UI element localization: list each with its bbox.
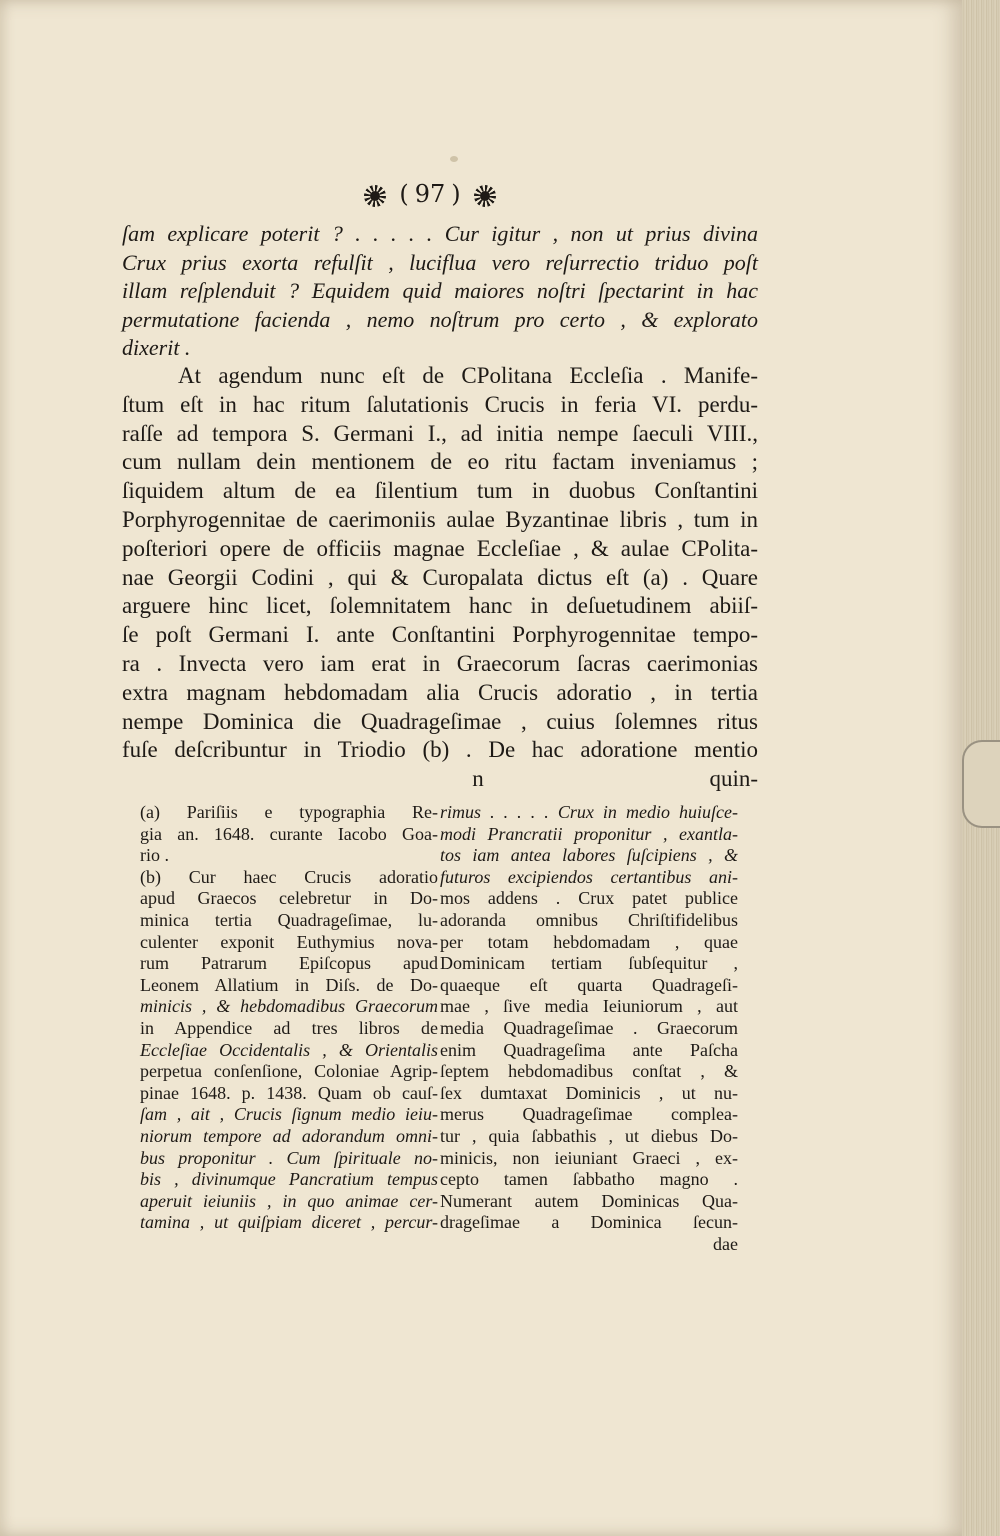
- footnote-line: mae , ſive media Ieiuniorum , aut: [440, 996, 738, 1017]
- footnote-line: in Appendice ad tres libros de: [140, 1017, 438, 1038]
- footnote-line: pinae 1648. p. 1438. Quam ob cauſ-: [140, 1082, 438, 1103]
- footnote-line: modi Prancratii proponitur , exantla-: [440, 823, 738, 844]
- footnote-line: rum Patrarum Epiſcopus apud: [140, 953, 438, 974]
- body-line: nae Georgii Codini , qui & Curopalata dictus eſt (a) . Quare: [122, 564, 758, 590]
- footnote-line: rimus . . . . . Crux in medio huiuſce-: [440, 802, 738, 822]
- bookmark-tab: [962, 740, 1000, 828]
- footnote-line: perpetua conſenſione, Coloniae Agrip-: [140, 1061, 438, 1082]
- body-line: Porphyrogennitae de caerimoniis aulae Byzantinae libris , tum in: [122, 506, 758, 532]
- catchword: quin-: [709, 766, 758, 792]
- footnote-line: ſex dumtaxat Dominicis , ut nu-: [440, 1082, 738, 1103]
- quote-line: permutatione facienda , nemo noſtrum pro certo , & explorato: [122, 306, 758, 332]
- footnote-line: media Quadrageſimae . Graecorum: [440, 1017, 738, 1038]
- footnote-line: futuros excipiendos certantibus ani-: [440, 866, 738, 887]
- footnote-line: minicis, non ieiuniant Graeci , ex-: [440, 1147, 738, 1168]
- footnote-line: niorum tempore ad adorandum omni-: [140, 1125, 438, 1146]
- signature-line: [122, 765, 758, 794]
- footnote-line: ſam , ait , Crucis ſignum medio ieiu-: [140, 1104, 438, 1125]
- footnote-line: tos iam antea labores ſuſcipiens , &: [440, 845, 738, 866]
- page-number: 97: [414, 180, 446, 208]
- body-line: fuſe deſcribuntur in Triodio (b) . De hac adoratione mentio: [122, 737, 758, 763]
- footnote-line: Dominicam tertiam ſubſequitur ,: [440, 953, 738, 974]
- footnote-line: apud Graecos celebretur in Do-: [140, 888, 438, 909]
- footnote-line: minica tertia Quadrageſimae, lu-: [140, 909, 438, 930]
- footnote-line: merus Quadrageſimae complea-: [440, 1104, 738, 1125]
- body-line: nempe Dominica die Quadrageſimae , cuius ſolemnes ritus: [122, 708, 758, 734]
- footnote-line: drageſimae a Dominica ſecun-: [440, 1212, 738, 1233]
- footnote-line: mos addens . Crux patet publice: [440, 888, 738, 909]
- footnotes-left-column: [140, 802, 438, 1234]
- footnote-line: adoranda omnibus Chriſtifidelibus: [440, 909, 738, 930]
- footnote-line: cepto tamen ſabbatho magno .: [440, 1169, 738, 1190]
- footnote-line: Eccleſiae Occidentalis , & Orientalis: [140, 1039, 438, 1060]
- italic-quotation: [122, 220, 758, 363]
- footnote-line: tur , quia ſabbathis , ut diebus Do-: [440, 1125, 738, 1146]
- body-line: ſiquidem altum de ea ſilentium tum in duobus Conſtantini: [122, 478, 758, 504]
- footnote-line: tamina , ut quiſpiam diceret , percur-: [140, 1212, 438, 1233]
- footnote-line: Numerant autem Dominicas Qua-: [440, 1190, 738, 1211]
- footnote-line: quaeque eſt quarta Quadrageſi-: [440, 974, 738, 995]
- footnote-line: bis , divinumque Pancratium tempus: [140, 1169, 438, 1190]
- body-line: ſtum eſt in hac ritum ſalutationis Crucis in feria VI. perdu-: [122, 391, 758, 417]
- footnote-line: aperuit ieiuniis , in quo animae cer-: [140, 1190, 438, 1211]
- footnote-line: enim Quadrageſima ante Paſcha: [440, 1039, 738, 1060]
- footnote-line: culenter exponit Euthymius nova-: [140, 931, 438, 952]
- footnote-line: bus proponitur . Cum ſpirituale no-: [140, 1147, 438, 1168]
- body-line: arguere hinc licet, ſolemnitatem hanc in deſuetudinem abiiſ-: [122, 593, 758, 619]
- body-line: extra magnam hebdomadam alia Crucis adoratio , in tertia: [122, 679, 758, 705]
- quote-line: Crux prius exorta refulſit , luciflua vero reſurrectio triduo poſt: [122, 249, 758, 275]
- quote-line: dixerit .: [122, 335, 191, 360]
- footnote-line: per totam hebdomadam , quae: [440, 931, 738, 952]
- footnote-line: gia an. 1648. curante Iacobo Goa-: [140, 823, 438, 844]
- page-header: ( 97 ): [360, 180, 500, 208]
- body-line: poſteriori opere de officiis magnae Eccleſiae , & aulae CPolita-: [122, 535, 758, 561]
- footnote-line: (a) Pariſiis e typographia Re-: [140, 802, 438, 822]
- footnote-line: minicis , & hebdomadibus Graecorum: [140, 996, 438, 1017]
- body-line: At agendum nunc eſt de CPolitana Eccleſia . Manife-: [178, 363, 758, 388]
- footnote-line: (b) Cur haec Crucis adoratio: [140, 866, 438, 887]
- signature-mark: n: [472, 766, 484, 792]
- left-ornament-icon: [364, 185, 386, 207]
- body-line: raſſe ad tempora S. Germani I., ad initia nempe ſaeculi VIII.,: [122, 420, 758, 446]
- footnote-line: rio .: [140, 845, 169, 866]
- body-line: cum nullam dein mentionem de eo ritu factam inveniamus ;: [122, 449, 758, 475]
- footnotes-right-column: [440, 802, 738, 1255]
- main-text: [122, 362, 758, 794]
- quote-line: ſam explicare poterit ? . . . . . Cur igitur , non ut prius divina: [122, 221, 758, 246]
- right-ornament-icon: [474, 185, 496, 207]
- body-line: ra . Invecta vero iam erat in Graecorum ſacras caerimonias: [122, 650, 758, 676]
- footnote-catchword: dae: [713, 1233, 738, 1254]
- quote-line: illam reſplenduit ? Equidem quid maiores noſtri ſpectarint in hac: [122, 278, 758, 303]
- paper-stain: [450, 156, 458, 162]
- footnote-line: Leonem Allatium in Diſs. de Do-: [140, 974, 438, 995]
- body-line: ſe poſt Germani I. ante Conſtantini Porphyrogennitae tempo-: [122, 622, 758, 648]
- footnote-line: ſeptem hebdomadibus conſtat , &: [440, 1061, 738, 1082]
